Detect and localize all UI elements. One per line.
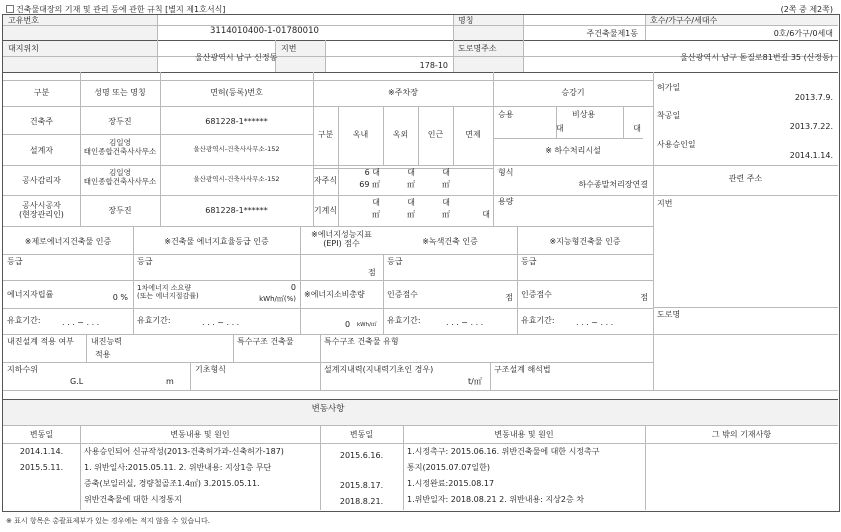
self-sufficiency-label: 에너지자립률 <box>7 290 54 299</box>
supervisor-license: 울산광역시-건축사사무소-152 <box>193 175 280 183</box>
form-title-text: 건축물대장의 기재 및 관리 등에 관한 규칙 [별지 제1호서식] <box>16 5 226 14</box>
seismic-design-value: 적용 <box>95 350 111 359</box>
primary-energy-unit: kWh/㎡(%) <box>259 295 296 303</box>
change-content-header-right: 변동내용 및 원인 <box>494 430 554 439</box>
change-date: 2015.8.17. <box>339 481 384 490</box>
smart-cert-score-unit: 점 <box>640 293 648 302</box>
parking-mech-nearby-area: ㎡ <box>442 210 450 219</box>
seismic-design-label: 내진설계 적용 여부 <box>7 337 74 346</box>
supervisor-type: 공사감리자 <box>22 176 61 185</box>
change-text: 1.시정촉구: 2015.06.16. 위반건축물에 대한 시정촉구 <box>407 447 600 456</box>
parking-mech-indoor-area: ㎡ <box>372 210 380 219</box>
parking-exempt-header: 면제 <box>465 130 481 139</box>
smart-grade-label: 등급 <box>521 257 537 266</box>
households-label: 호수/가구수/세대수 <box>650 16 718 25</box>
footer-note: ※ 표시 항목은 총괄표제부가 있는 경우에는 적지 않을 수 있습니다. <box>6 517 210 525</box>
designer-type: 설계자 <box>29 146 54 155</box>
special-structure-type-label: 특수구조 건축물 유형 <box>324 337 399 346</box>
parking-mech-outdoor-count: 대 <box>407 198 415 207</box>
energy-consumption-unit: kWh/㎡ <box>357 322 377 328</box>
parking-self-indoor-count: 6 대 <box>364 168 380 177</box>
persons-license-header: 면허(등록)번호 <box>210 88 263 97</box>
change-text: 1.시정완료:2015.08.17 <box>407 479 495 488</box>
smart-validity-label: 유효기간: <box>521 316 555 325</box>
sewage-type-value: 하수종말처리장연결 <box>578 180 648 189</box>
parking-self-nearby-count: 대 <box>442 168 450 177</box>
smart-building-cert: ※지능형건축물 인증 <box>549 237 621 246</box>
parking-self-nearby-area: ㎡ <box>442 180 450 189</box>
site-label: 대지위치 <box>8 44 39 53</box>
primary-energy-value: 0 <box>290 283 296 292</box>
form-title <box>6 5 225 14</box>
zero-energy-cert: ※제로에너지건축물 인증 <box>24 237 112 246</box>
contractor-license: 681228-1****** <box>205 206 268 215</box>
other-notes-header: 그 밖의 기재사항 <box>711 430 772 439</box>
owner-name: 장두진 <box>108 117 132 126</box>
parking-title: ※주차장 <box>388 88 418 97</box>
permit-date: 2013.7.9. <box>794 93 833 102</box>
elevator-emergency-label: 비상용 <box>572 110 596 119</box>
persons-type-header: 구분 <box>33 88 50 97</box>
change-date: 2014.1.14. <box>19 447 64 456</box>
parking-self-indoor-area: 69 ㎡ <box>359 180 380 189</box>
green-building-cert: ※녹색건축 인증 <box>422 237 478 246</box>
approval-date: 2014.1.14. <box>789 151 833 160</box>
green-validity-label: 유효기간: <box>387 316 421 325</box>
parking-type-header: 구분 <box>317 130 334 139</box>
designer-license: 울산광역시-건축사사무소-152 <box>193 145 280 153</box>
epi-score-unit: 점 <box>368 268 376 277</box>
groundwater-unit: m <box>166 377 174 386</box>
energy-efficiency-cert: ※건축물 에너지효율등급 인증 <box>164 237 269 246</box>
efficiency-validity-label: 유효기간: <box>137 316 171 325</box>
supervisor-name: 김일영 태인종합건축사사무소 <box>83 168 157 186</box>
change-date-header-left: 변동일 <box>29 430 54 439</box>
change-date: 2015.5.11. <box>19 463 64 472</box>
zero-energy-validity-range: . . . ~ . . . <box>62 318 100 327</box>
contractor-name: 장두진 <box>108 206 132 215</box>
smart-validity-range: . . . ~ . . . <box>576 318 614 327</box>
change-text: 위반건축물에 대한 시정통지 <box>84 495 182 504</box>
related-lot-label: 지번 <box>657 199 673 208</box>
contractor-type: 공사시공자 (현장관리인) <box>19 201 64 220</box>
site-value: 울산광역시 남구 신정동 <box>195 53 278 62</box>
parking-self-label: 자주식 <box>313 176 338 185</box>
elevator-passenger-label: 승용 <box>498 110 514 119</box>
lot-value: 178-10 <box>419 61 448 70</box>
parking-self-outdoor-count: 대 <box>407 168 415 177</box>
parking-mech-outdoor-area: ㎡ <box>407 210 415 219</box>
parking-self-outdoor-area: ㎡ <box>407 180 415 189</box>
parking-mech-nearby-count: 대 <box>442 198 450 207</box>
green-validity-range: . . . ~ . . . <box>446 318 484 327</box>
groundwater-value: G.L <box>70 377 84 386</box>
epi-score: ※에너지성능지표 (EPI) 점수 <box>311 230 372 249</box>
households-value: 0호/6가구/0세대 <box>773 29 833 38</box>
change-text: 사용승인되어 신규작성(2013-건축허가과-신축허가-187) <box>84 447 284 456</box>
checkbox-icon <box>6 5 14 13</box>
efficiency-grade-label: 등급 <box>137 257 153 266</box>
special-structure-label: 특수구조 건축물 <box>237 337 294 346</box>
persons-name-header: 성명 또는 명칭 <box>94 88 146 97</box>
green-grade-label: 등급 <box>387 257 403 266</box>
change-date-header-right: 변동일 <box>349 430 374 439</box>
page-indicator: (2쪽 중 제2쪽) <box>780 5 833 14</box>
permit-date-label: 허가일 <box>657 83 681 92</box>
elevator-emergency-unit: 대 <box>633 124 641 133</box>
designer-name: 김일영 태인종합건축사사무소 <box>83 138 157 156</box>
change-date: 2018.8.21. <box>339 497 384 506</box>
zero-energy-validity-label: 유효기간: <box>7 316 41 325</box>
parking-exempt-count: 대 <box>482 210 490 219</box>
energy-consumption-label: ※에너지소비총량 <box>304 290 365 299</box>
owner-type: 건축주 <box>29 117 54 126</box>
primary-energy-label: 1차에너지 소요량 (또는 에너지절감률) <box>137 284 199 301</box>
green-cert-score-unit: 점 <box>505 293 513 302</box>
changes-title: 변동사항 <box>311 404 345 414</box>
change-date: 2015.6.16. <box>339 451 384 460</box>
sewage-type-label: 형식 <box>498 168 514 177</box>
self-sufficiency-value: 0 % <box>112 293 128 302</box>
green-cert-score-label: 인증점수 <box>387 290 418 299</box>
road-value: 울산광역시 남구 돋질로81번길 35 (신정동) <box>680 53 833 62</box>
energy-consumption-value: 0 <box>345 320 351 329</box>
elevator-title: 승강기 <box>561 88 585 97</box>
related-road-label: 도로명 <box>657 310 681 319</box>
smart-cert-score-label: 인증점수 <box>521 290 552 299</box>
parking-nearby-header: 인근 <box>427 130 444 139</box>
change-text: 1. 위반일사:2015.05.11. 2. 위반내용: 지상1층 무단 <box>84 463 272 472</box>
start-date: 2013.7.22. <box>789 122 833 131</box>
change-text: 통지(2015.07.07일한) <box>407 463 490 472</box>
zero-energy-grade-label: 등급 <box>7 257 23 266</box>
parking-mech-indoor-count: 대 <box>372 198 380 207</box>
unique-no-value: 3114010400-1-01780010 <box>210 26 319 36</box>
change-content-header-left: 변동내용 및 원인 <box>170 430 230 439</box>
change-text: 증축(보일러실, 경량철골조1.4㎡) 3.2015.05.11. <box>84 479 260 488</box>
change-text: 1.위반일자: 2018.08.21 2. 위반내용: 지상2층 차 <box>407 495 585 504</box>
start-date-label: 착공일 <box>657 111 681 120</box>
sewage-capacity-label: 용량 <box>498 197 514 206</box>
road-label: 도로명주소 <box>458 44 497 53</box>
related-address-title: 관련 주소 <box>728 174 763 183</box>
approval-date-label: 사용승인일 <box>657 140 696 149</box>
parking-outdoor-header: 옥외 <box>392 130 409 139</box>
unique-no-label: 고유번호 <box>8 16 39 25</box>
design-bearing-unit: t/㎡ <box>468 377 482 386</box>
foundation-type-label: 기초형식 <box>195 365 226 374</box>
owner-license: 681228-1****** <box>205 117 268 126</box>
structural-analysis-label: 구조설계 해석법 <box>494 365 551 374</box>
design-bearing-label: 설계지내력(지내력기초인 경우) <box>324 365 434 374</box>
name-value: 주건축물제1동 <box>586 29 638 38</box>
parking-indoor-header: 옥내 <box>352 130 369 139</box>
lot-label: 지번 <box>281 44 297 53</box>
efficiency-validity-range: . . . ~ . . . <box>202 318 240 327</box>
name-label: 명칭 <box>458 16 474 25</box>
parking-mech-label: 기계식 <box>313 206 338 215</box>
sewage-title: ※ 하수처리시설 <box>545 146 601 155</box>
elevator-passenger-unit: 대 <box>556 124 564 133</box>
seismic-capacity-label: 내진능력 <box>91 337 122 346</box>
groundwater-label: 지하수위 <box>7 365 38 374</box>
